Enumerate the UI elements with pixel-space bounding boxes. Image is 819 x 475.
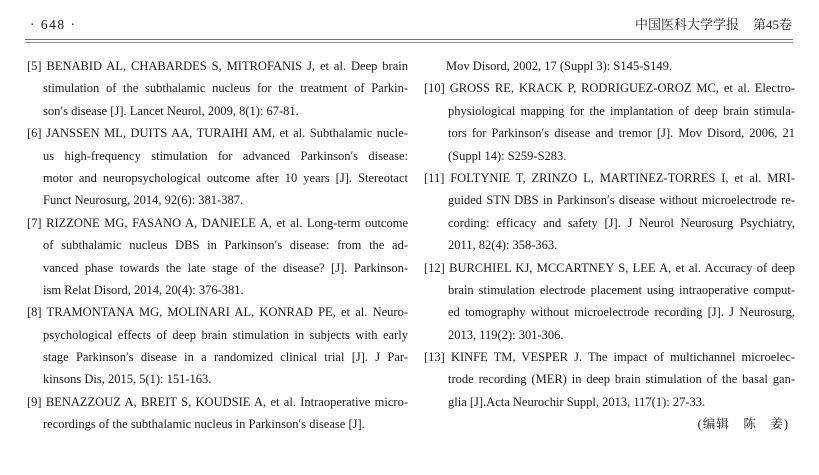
reference-line: tors for Parkinson′s disease and tremor [J]. Mov Disord, 2006, 21 bbox=[448, 126, 795, 141]
reference-item bbox=[424, 346, 795, 413]
reference-item bbox=[27, 391, 408, 436]
reference-line: stimulation of the subthalamic nucleus for the treatment of Parkin- bbox=[43, 81, 408, 96]
reference-line: Funct Neurosurg, 2014, 92(6): 381-387. bbox=[43, 193, 244, 208]
volume-label: 第45卷 bbox=[752, 17, 792, 32]
reference-line: of subthalamic nucleus DBS in Parkinson′s disease: from the ad- bbox=[43, 238, 408, 253]
reference-line: [13] KINFE TM, VESPER J. The impact of multichannel microelec- bbox=[424, 350, 795, 365]
page-header bbox=[0, 0, 819, 37]
reference-line: [7] RIZZONE MG, FASANO A, DANIELE A, et al. Long-term outcome bbox=[27, 215, 408, 230]
reference-item bbox=[424, 167, 795, 257]
reference-item bbox=[27, 55, 408, 122]
right-column bbox=[424, 55, 795, 436]
reference-line: Mov Disord, 2002, 17 (Suppl 3): S145-S149. bbox=[446, 59, 673, 73]
reference-line: vanced phase towards the late stage of the disease? [J]. Parkinson- bbox=[43, 260, 408, 275]
journal-title: 中国医科大学学报 bbox=[634, 17, 739, 32]
reference-line: [10] GROSS RE, KRACK P, RODRIGUEZ-OROZ MC, et al. Electro- bbox=[424, 81, 795, 96]
journal-info bbox=[635, 14, 792, 33]
reference-line: [9] BENAZZOUZ A, BREIT S, KOUDSIE A, et al. Intraoperative micro- bbox=[27, 394, 408, 409]
reference-line: 2011, 82(4): 358-363. bbox=[448, 238, 558, 253]
reference-number: [6] bbox=[27, 126, 42, 141]
reference-line: guided STN DBS in Parkinson′s disease without microelectrode re- bbox=[448, 193, 795, 208]
left-column bbox=[27, 55, 408, 436]
references-section bbox=[0, 43, 819, 436]
reference-number: [5] bbox=[27, 59, 42, 73]
reference-number: [7] bbox=[27, 215, 42, 230]
reference-line: son′s disease [J]. Lancet Neurol, 2009, 8(1): 67-81. bbox=[43, 103, 299, 118]
reference-line: [8] TRAMONTANA MG, MOLINARI AL, KONRAD PE, et al. Neuro- bbox=[27, 305, 408, 320]
reference-number: [9] bbox=[27, 394, 42, 409]
reference-line: [6] JANSSEN ML, DUITS AA, TURAIHI AM, et al. Subthalamic nucle- bbox=[27, 126, 408, 141]
reference-line: brain stimulation electrode placement using intraoperative comput- bbox=[448, 282, 795, 297]
reference-line: cording: efficacy and safety [J]. J Neurol Neurosurg Psychiatry, bbox=[448, 215, 795, 230]
reference-line: ed tomography without microelectrode recording [J]. J Neurosurg, bbox=[448, 305, 795, 320]
reference-line: (Suppl 14): S259-S283. bbox=[448, 148, 567, 163]
reference-line: trode recording (MER) in deep brain stimulation of the basal gan- bbox=[448, 372, 795, 387]
reference-number: [13] bbox=[424, 350, 445, 365]
reference-line: [11] FOLTYNIE T, ZRINZO L, MARTINEZ-TORRES I, et al. MRI- bbox=[424, 170, 795, 185]
reference-line: kinsons Dis, 2015, 5(1): 151-163. bbox=[43, 372, 212, 387]
reference-line: stage Parkinson′s disease in a randomized clinical trial [J]. J Par- bbox=[43, 350, 408, 365]
reference-line: us high-frequency stimulation for advanced Parkinson′s disease: bbox=[43, 148, 408, 163]
reference-number: [8] bbox=[27, 305, 42, 320]
page-number: · 648 · bbox=[30, 17, 77, 32]
reference-line: psychological effects of deep brain stimulation in subjects with early bbox=[43, 327, 408, 342]
reference-continuation bbox=[424, 55, 795, 77]
reference-line: motor and neuropsychological outcome after 10 years [J]. Stereotact bbox=[43, 170, 408, 185]
reference-number: [12] bbox=[424, 260, 445, 275]
reference-number: [10] bbox=[424, 81, 445, 96]
reference-line: [12] BURCHIEL KJ, MCCARTNEY S, LEE A, et al. Accuracy of deep bbox=[424, 260, 795, 275]
reference-line: recordings of the subthalamic nucleus in Parkinson′s disease [J]. bbox=[43, 417, 365, 432]
reference-item bbox=[27, 301, 408, 391]
reference-item bbox=[424, 77, 795, 167]
reference-number: [11] bbox=[424, 170, 445, 185]
reference-line: 2013, 119(2): 301-306. bbox=[448, 327, 564, 342]
reference-item bbox=[424, 257, 795, 347]
reference-line: glia [J].Acta Neurochir Suppl, 2013, 117(1): 27-33. bbox=[448, 394, 706, 409]
reference-item bbox=[27, 122, 408, 212]
editor-note: (编辑 陈 姜) bbox=[697, 417, 789, 432]
reference-item bbox=[27, 212, 408, 302]
reference-line: [5] BENABID AL, CHABARDES S, MITROFANIS J, et al. Deep brain bbox=[27, 59, 408, 73]
reference-line: physiological mapping for the implantation of deep brain stimula- bbox=[448, 103, 795, 118]
reference-line: ism Relat Disord, 2014, 20(4): 376-381. bbox=[43, 282, 244, 297]
